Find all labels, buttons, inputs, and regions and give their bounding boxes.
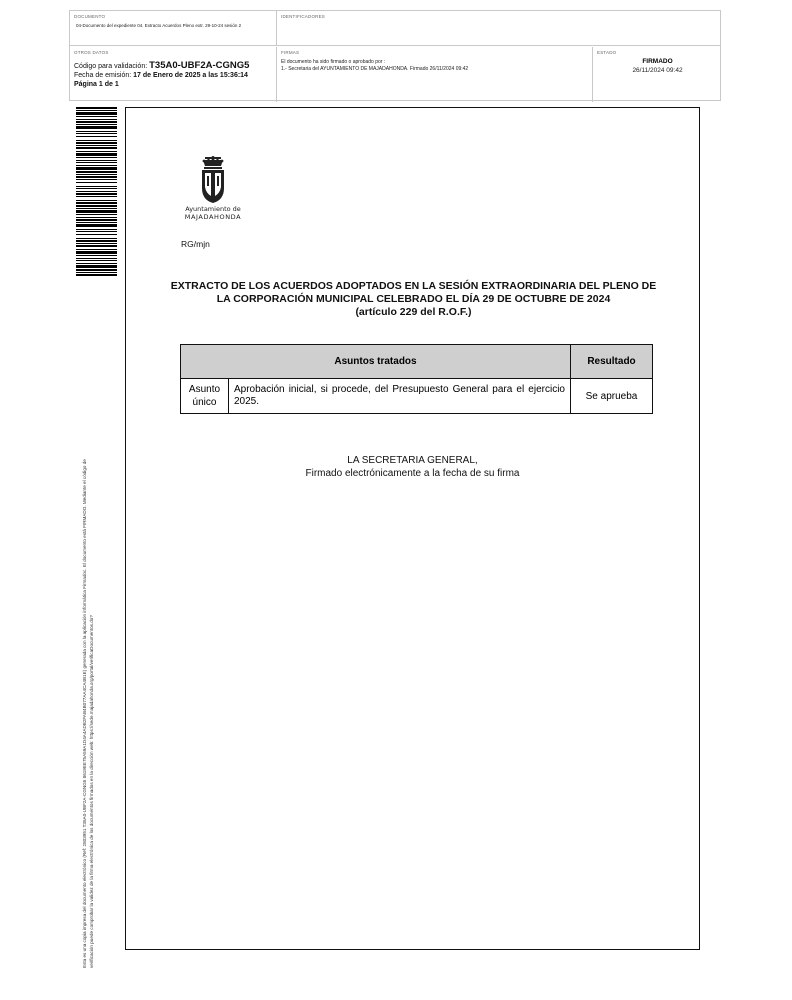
- side-note-line-1: Esta es una copia impresa del documento electrónico (Ref: 2803951 T35A0-UBF2A-CGNG5 8619EE75A59A1D4A4ADB2FAB4B077AA4CA4B1E) generada con la aplicación informática Firmadoc. El documento está FIRMADO. Mediante el código de: [82, 459, 87, 968]
- municipal-logo: [178, 156, 248, 221]
- firmas-line-1: El documento ha sido firmado o aprobado por :: [281, 59, 386, 65]
- emission-prefix: Fecha de emisión:: [74, 72, 132, 79]
- documento-title: 04-Documento del expediente 04. Extracto Acuerdos Pleno extr. 29-10-24 sesión 2: [76, 23, 242, 28]
- firmas-label: FIRMAS: [281, 50, 300, 55]
- validation-prefix: Código para validación:: [74, 63, 148, 70]
- header-resultado: Resultado: [571, 345, 653, 379]
- otros-datos-content: [74, 61, 249, 89]
- title-main: EXTRACTO DE LOS ACUERDOS ADOPTADOS EN LA SESIÓN EXTRAORDINARIA DEL PLENO DE LA CORPORACIÓN MUNICIPAL CELEBRADO EL DÍA 29 DE OCTUBRE DE 2024: [170, 280, 657, 305]
- document-reference: RG/mjn: [181, 239, 210, 249]
- validation-code: T35A0-UBF2A-CGNG5: [149, 60, 250, 71]
- crown-shield-icon: [198, 156, 228, 204]
- estado-value: FIRMADO: [642, 58, 673, 65]
- table-header-row: [181, 345, 653, 379]
- documento-cell: [70, 11, 276, 45]
- firmas-cell: [276, 47, 592, 102]
- page-info: Página 1 de 1: [74, 81, 119, 88]
- estado-label: ESTADO: [597, 50, 617, 55]
- otros-datos-cell: [70, 47, 276, 102]
- document-header: [69, 10, 721, 101]
- estado-cell: [592, 47, 722, 102]
- documento-label: DOCUMENTO: [74, 14, 106, 19]
- signature-title: LA SECRETARIA GENERAL,: [347, 455, 478, 466]
- identificadores-cell: [276, 11, 722, 45]
- document-title: [166, 280, 661, 319]
- otros-datos-label: OTROS DATOS: [74, 50, 109, 55]
- header-row-top: [70, 11, 720, 46]
- barcode-stripe: [76, 276, 117, 277]
- signature-note: Firmado electrónicamente a la fecha de su firma: [305, 468, 520, 479]
- signature-block: [126, 454, 699, 480]
- title-subtitle: (artículo 229 del R.O.F.): [355, 306, 472, 318]
- matter-cell: Aprobación inicial, si procede, del Presupuesto General para el ejercicio 2025.: [229, 379, 571, 414]
- header-row-bottom: [70, 47, 720, 102]
- firmas-text: [281, 59, 591, 73]
- logo-name-text: MAJADAHONDA: [184, 213, 242, 221]
- side-note-line-2: verificación puede comprobar la validez de la firma electrónica de los documentos firmados en la dirección web: https://sede.majadahonda.org/portal/verificaDocumentos.do?: [88, 615, 94, 968]
- emission-date: 17 de Enero de 2025 a las 15:36:14: [133, 72, 248, 79]
- side-verification-note: [82, 303, 95, 968]
- document-page: [125, 107, 700, 950]
- header-asuntos: Asuntos tratados: [181, 345, 571, 379]
- result-cell: Se aprueba: [571, 379, 653, 414]
- item-cell: [181, 379, 229, 414]
- item-label-line-2: único: [192, 397, 217, 408]
- firmas-line-2: 1.- Secretaria del AYUNTAMIENTO DE MAJADAHONDA. Firmado 26/11/2024 09:42: [281, 66, 469, 72]
- table-row: [181, 379, 653, 414]
- estado-date: 26/11/2024 09:42: [632, 67, 683, 74]
- logo-town-text: Ayuntamiento de: [185, 205, 241, 213]
- identificadores-label: IDENTIFICADORES: [281, 14, 326, 19]
- item-label-line-1: Asunto: [188, 384, 221, 395]
- barcode: [76, 107, 117, 277]
- agenda-table: [180, 344, 653, 414]
